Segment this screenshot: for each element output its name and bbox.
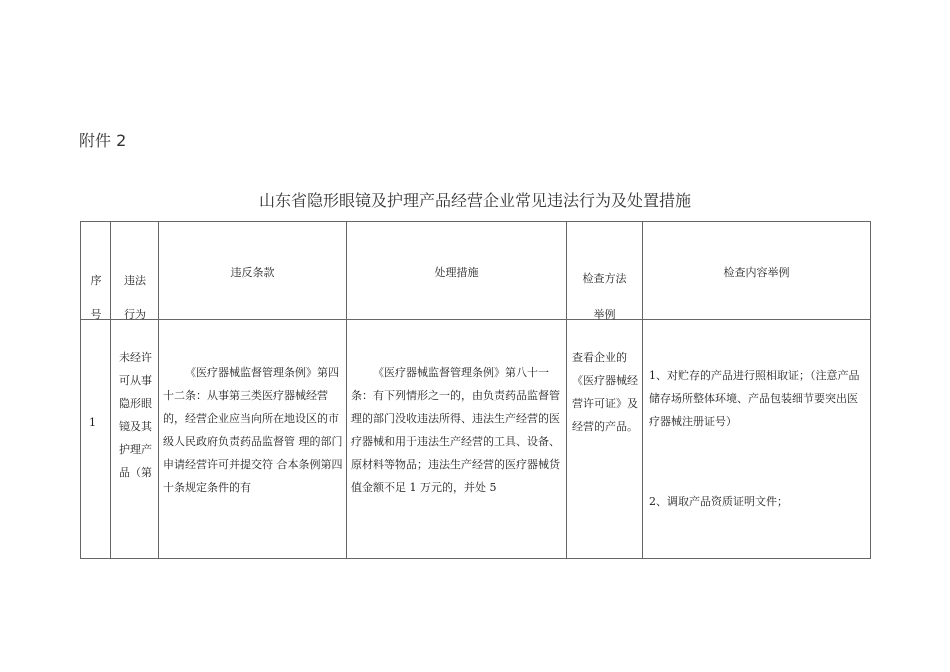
violations-table	[80, 221, 871, 559]
header-measures	[347, 222, 567, 320]
document-title: 山东省隐形眼镜及护理产品经营企业常见违法行为及处置措施	[258, 191, 691, 210]
header-violated	[159, 222, 347, 320]
header-violated-label: 违反条款	[230, 266, 275, 279]
header-examples-label: 检查内容举例	[723, 266, 790, 279]
header-seq	[81, 222, 111, 320]
table-header-row	[81, 222, 871, 320]
header-method-line1: 检查方法	[582, 272, 627, 285]
row-method	[567, 320, 643, 559]
row-example-2: 2、调取产品资质证明文件；	[649, 495, 788, 508]
header-method	[567, 222, 643, 320]
header-behavior	[111, 222, 159, 320]
row-seq-value: 1	[89, 416, 96, 429]
header-method-line2: 举例	[593, 308, 616, 321]
header-behavior-line2: 行为	[124, 308, 146, 321]
row-method-text: 查看企业的《医疗器械经营许可证》及经营的产品。	[572, 351, 638, 433]
row-violated	[159, 320, 347, 559]
annex-label: 附件 2	[79, 131, 127, 150]
row-violated-text: 《医疗器械监督管理条例》第四十二条：从事第三类医疗器械经营的，经营企业应当向所在地设区的市级人民政府负责药品监督管 理的部门申请经营许可并提交符 合本条例第四十条规定条件的有	[163, 366, 343, 494]
row-examples	[643, 320, 871, 559]
header-behavior-line1: 违法	[124, 274, 146, 287]
row-seq	[81, 320, 111, 559]
header-seq-line2: 号	[90, 308, 102, 321]
header-measures-label: 处理措施	[434, 266, 479, 279]
row-measures-text: 《医疗器械监督管理条例》第八十一条：有下列情形之一的，由负责药品监督管理的部门没收违法所得、违法生产经营的医疗器械和用于违法生产经营的工具、设备、原材料等物品；违法生产经营的医疗器械货值金额不足 1 万元的，并处 5	[351, 366, 560, 494]
header-seq-line1: 序	[90, 274, 102, 287]
row-behavior-text: 未经许可从事隐形眼镜及其护理产品（第	[119, 351, 152, 479]
table-row	[81, 320, 871, 559]
row-example-1: 1、对贮存的产品进行照相取证；（注意产品储存场所整体环境、产品包装细节要突出医疗器械注册证号）	[649, 369, 860, 428]
row-measures	[347, 320, 567, 559]
header-examples	[643, 222, 871, 320]
row-behavior	[111, 320, 159, 559]
